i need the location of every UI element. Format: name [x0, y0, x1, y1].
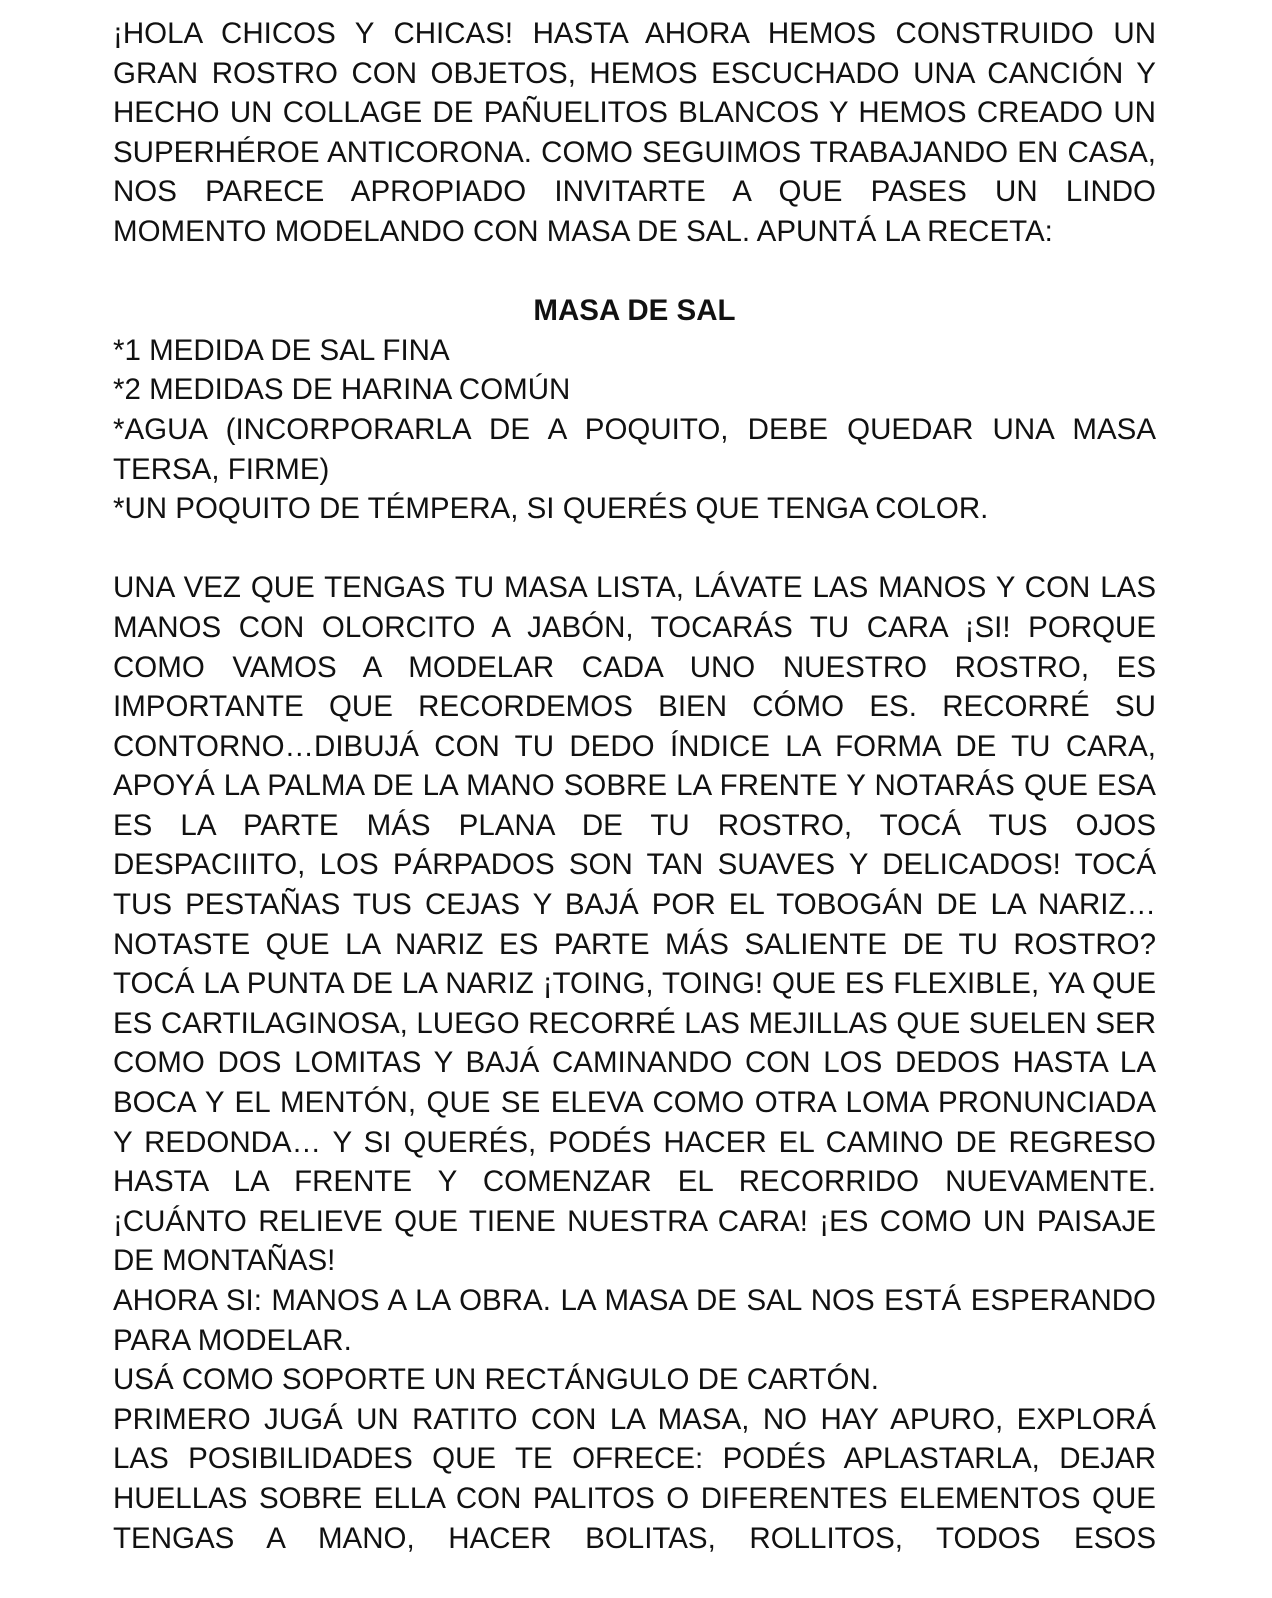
- intro-paragraph: ¡HOLA CHICOS Y CHICAS! HASTA AHORA HEMOS CONSTRUIDO UN GRAN ROSTRO CON OBJETOS, HEMOS ESCUCHADO UNA CANCIÓN Y HECHO UN COLLAGE DE PAÑUELITOS BLANCOS Y HEMOS CREADO UN SUPERHÉROE ANTICORONA. COMO SEGUIMOS TRABAJANDO EN CASA, NOS PARECE APROPIADO INVITARTE A QUE PASES UN LINDO MOMENTO MODELANDO CON MASA DE SAL. APUNTÁ LA RECETA:: [113, 17, 1156, 248]
- ingredient-item: *2 MEDIDAS DE HARINA COMÚN: [113, 373, 571, 407]
- spacer: [113, 529, 1156, 569]
- instructions-paragraph: PRIMERO JUGÁ UN RATITO CON LA MASA, NO HAY APURO, EXPLORÁ LAS POSIBILIDADES QUE TE OFRECE: PODÉS APLASTARLA, DEJAR HUELLAS SOBRE ELLA CON PALITOS O DIFERENTES ELEMENTOS QUE TENGAS A MANO, HACER BOLITAS, ROLLITOS, TODOS ESOS: [113, 1402, 1156, 1555]
- instructions-paragraph: USÁ COMO SOPORTE UN RECTÁNGULO DE CARTÓN.: [113, 1363, 880, 1397]
- instructions-paragraph: AHORA SI: MANOS A LA OBRA. LA MASA DE SAL NOS ESTÁ ESPERANDO PARA MODELAR.: [113, 1284, 1156, 1357]
- instructions-paragraph: UNA VEZ QUE TENGAS TU MASA LISTA, LÁVATE LAS MANOS Y CON LAS MANOS CON OLORCITO A JABÓN, TOCARÁS TU CARA ¡SI! PORQUE COMO VAMOS A MODELAR CADA UNO NUESTRO ROSTRO, ES IMPORTANTE QUE RECORDEMOS BIEN CÓMO ES. RECORRÉ SU CONTORNO…DIBUJÁ CON TU DEDO ÍNDICE LA FORMA DE TU CARA, APOYÁ LA PALMA DE LA MANO SOBRE LA FRENTE Y NOTARÁS QUE ESA ES LA PARTE MÁS PLANA DE TU ROSTRO, TOCÁ TUS OJOS DESPACIIITO, LOS PÁRPADOS SON TAN SUAVES Y DELICADOS! TOCÁ TUS PESTAÑAS TUS CEJAS Y BAJÁ POR EL TOBOGÁN DE LA NARIZ…NOTASTE QUE LA NARIZ ES PARTE MÁS SALIENTE DE TU ROSTRO? TOCÁ LA PUNTA DE LA NARIZ ¡TOING, TOING! QUE ES FLEXIBLE, YA QUE ES CARTILAGINOSA, LUEGO RECORRÉ LAS MEJILLAS QUE SUELEN SER COMO DOS LOMITAS Y BAJÁ CAMINANDO CON LOS DEDOS HASTA LA BOCA Y EL MENTÓN, QUE SE ELEVA COMO OTRA LOMA PRONUNCIADA Y REDONDA… Y SI QUERÉS, PODÉS HACER EL CAMINO DE REGRESO HASTA LA FRENTE Y COMENZAR EL RECORRIDO NUEVAMENTE. ¡CUÁNTO RELIEVE QUE TIENE NUESTRA CARA! ¡ES COMO UN PAISAJE DE MONTAÑAS!: [113, 571, 1156, 1278]
- ingredient-item: *AGUA (INCORPORARLA DE A POQUITO, DEBE QUEDAR UNA MASA TERSA, FIRME): [113, 412, 1156, 486]
- document-page: [113, 14, 1156, 1558]
- ingredient-item: *UN POQUITO DE TÉMPERA, SI QUERÉS QUE TENGA COLOR.: [113, 492, 989, 526]
- recipe-title: MASA DE SAL: [533, 294, 736, 328]
- ingredient-item: *1 MEDIDA DE SAL FINA: [113, 333, 450, 367]
- spacer: [113, 252, 1156, 292]
